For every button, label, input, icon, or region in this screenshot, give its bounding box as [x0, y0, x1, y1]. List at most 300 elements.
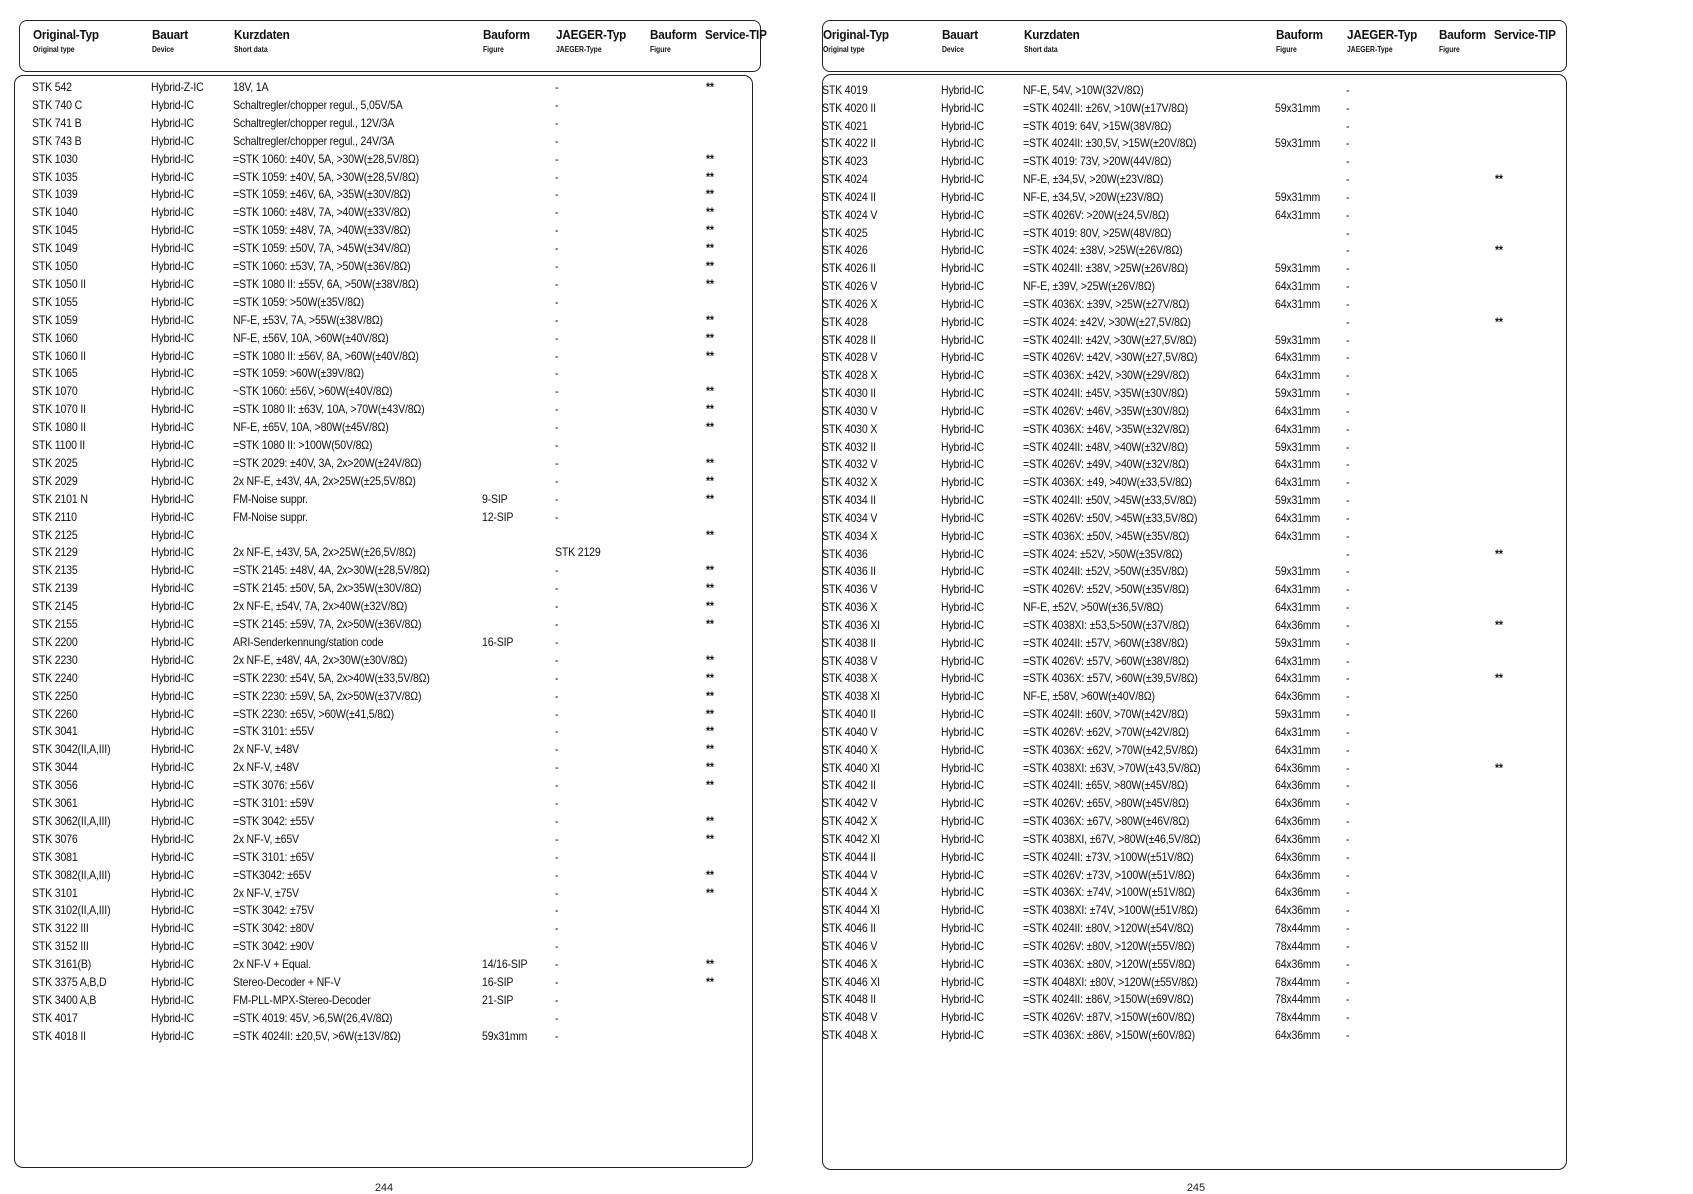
- cell-device: Hybrid-IC: [151, 706, 195, 721]
- cell-figure: 78x44mm: [1275, 938, 1321, 953]
- cell-jaeger-type: -: [1346, 938, 1350, 953]
- cell-short-data: =STK 4024II: ±30,5V, >15W(±20V/8Ω): [1023, 136, 1197, 151]
- page-245: [818, 0, 1628, 1194]
- cell-short-data: =STK 1060: ±53V, 7A, >50W(±36V/8Ω): [233, 259, 411, 273]
- cell-original-type: STK 4046 XI: [822, 974, 880, 989]
- table-row: [818, 313, 1628, 332]
- table-row: [818, 990, 1628, 1009]
- cell-short-data: =STK 1080 II: ±56V, 8A, >60W(±40V/8Ω): [233, 348, 419, 363]
- cell-original-type: STK 4042 XI: [822, 831, 880, 846]
- cell-short-data: Stereo-Decoder + NF-V: [233, 975, 341, 989]
- table-row: [818, 794, 1628, 813]
- header-sublabel: Original type: [33, 45, 75, 54]
- cell-jaeger-type: -: [1346, 439, 1350, 454]
- cell-jaeger-type: -: [555, 438, 559, 452]
- cell-original-type: STK 743 B: [32, 133, 82, 148]
- table-row: [14, 311, 824, 330]
- cell-device: Hybrid-IC: [941, 600, 985, 615]
- table-row: [818, 455, 1628, 474]
- cell-jaeger-type: -: [555, 205, 559, 220]
- cell-original-type: STK 1039: [32, 187, 78, 202]
- header-device: [152, 27, 192, 54]
- cell-device: Hybrid-IC: [151, 921, 195, 936]
- header-figure: [1276, 27, 1328, 54]
- table-row: [14, 239, 824, 258]
- cell-service-tip: **: [706, 420, 714, 435]
- cell-service-tip: **: [1495, 617, 1503, 632]
- cell-jaeger-type: -: [1346, 296, 1350, 311]
- cell-short-data: =STK 4036X: ±74V, >100W(±51V/8Ω): [1023, 885, 1195, 900]
- cell-original-type: STK 3101: [32, 885, 78, 900]
- cell-device: Hybrid-IC: [151, 992, 195, 1007]
- cell-device: Hybrid-IC: [941, 831, 985, 846]
- cell-service-tip: **: [1495, 314, 1503, 329]
- cell-short-data: =STK 4036X: ±39V, >25W(±27V/8Ω): [1023, 296, 1190, 311]
- cell-device: Hybrid-IC: [941, 350, 985, 365]
- cell-original-type: STK 4036 V: [822, 582, 878, 597]
- cell-service-tip: **: [706, 491, 714, 506]
- cell-device: Hybrid-IC: [151, 366, 195, 381]
- cell-original-type: STK 4026 V: [822, 279, 878, 294]
- cell-original-type: STK 2125: [32, 527, 78, 542]
- cell-jaeger-type: -: [1346, 921, 1350, 935]
- cell-service-tip: **: [706, 384, 714, 399]
- table-row: [14, 1009, 824, 1028]
- cell-jaeger-type: -: [555, 885, 559, 900]
- cell-device: Hybrid-IC: [151, 599, 195, 614]
- cell-jaeger-type: -: [555, 330, 559, 345]
- cell-original-type: STK 4034 X: [822, 528, 878, 543]
- cell-device: Hybrid-IC: [151, 455, 195, 470]
- cell-short-data: =STK 2230: ±54V, 5A, 2x>40W(±33,5V/8Ω): [233, 670, 430, 685]
- cell-jaeger-type: -: [1346, 778, 1350, 793]
- cell-original-type: STK 4028 X: [822, 368, 878, 383]
- cell-service-tip: **: [706, 813, 714, 828]
- cell-device: Hybrid-IC: [941, 742, 985, 757]
- cell-service-tip: **: [706, 706, 714, 721]
- header-label: Kurzdaten: [234, 27, 290, 42]
- cell-short-data: =STK 1080 II: >100W(50V/8Ω): [233, 438, 373, 452]
- cell-device: Hybrid-IC: [151, 420, 195, 435]
- cell-device: Hybrid-IC: [151, 670, 195, 685]
- cell-figure: 64x36mm: [1275, 867, 1321, 882]
- cell-original-type: STK 4040 X: [822, 742, 878, 757]
- cell-original-type: STK 1070: [32, 384, 78, 399]
- cell-service-tip: **: [706, 742, 714, 757]
- table-row: [14, 901, 824, 920]
- cell-jaeger-type: -: [555, 348, 559, 363]
- cell-jaeger-type: -: [1346, 261, 1350, 276]
- cell-short-data: NF-E, ±34,5V, >20W(±23V/8Ω): [1023, 189, 1164, 204]
- table-row: [818, 883, 1628, 902]
- cell-jaeger-type: -: [1346, 724, 1350, 739]
- cell-jaeger-type: -: [555, 312, 559, 327]
- cell-jaeger-type: -: [555, 384, 559, 399]
- cell-original-type: STK 2200: [32, 634, 78, 649]
- table-row: [14, 132, 824, 151]
- cell-device: Hybrid-IC: [151, 384, 195, 399]
- cell-figure: 59x31mm: [1275, 707, 1321, 722]
- cell-service-tip: **: [706, 724, 714, 739]
- cell-short-data: =STK 1059: >50W(±35V/8Ω): [233, 294, 364, 309]
- cell-device: Hybrid-IC: [151, 187, 195, 202]
- header-original-type: [823, 27, 896, 54]
- cell-original-type: STK 4030 X: [822, 421, 878, 436]
- cell-device: Hybrid-IC: [941, 546, 985, 561]
- cell-short-data: =STK 4019: 80V, >25W(48V/8Ω): [1023, 225, 1172, 240]
- cell-device: Hybrid-IC: [941, 457, 985, 472]
- cell-short-data: =STK 4024II: ±60V, >70W(±42V/8Ω): [1023, 707, 1188, 722]
- cell-service-tip: **: [706, 223, 714, 238]
- cell-short-data: NF-E, ±58V, >60W(±40V/8Ω): [1023, 689, 1155, 704]
- table-header: [19, 20, 767, 72]
- cell-original-type: STK 3375 A,B,D: [32, 975, 107, 989]
- cell-device: Hybrid-IC: [941, 207, 985, 222]
- cell-short-data: =STK 4024II: ±50V, >45W(±33,5V/8Ω): [1023, 493, 1197, 508]
- table-row: [818, 117, 1628, 136]
- cell-short-data: =STK 2145: ±48V, 4A, 2x>30W(±28,5V/8Ω): [233, 563, 430, 578]
- cell-short-data: =STK 4036X: ±57V, >60W(±39,5V/8Ω): [1023, 671, 1198, 686]
- cell-jaeger-type: -: [555, 491, 559, 506]
- cell-original-type: STK 1060: [32, 330, 78, 345]
- cell-service-tip: **: [706, 187, 714, 202]
- header-label: Bauform: [483, 27, 530, 42]
- cell-original-type: STK 4038 V: [822, 653, 878, 668]
- cell-short-data: 2x NF-E, ±48V, 4A, 2x>30W(±30V/8Ω): [233, 652, 408, 667]
- cell-original-type: STK 4017: [32, 1010, 78, 1025]
- header-sublabel: Figure: [650, 45, 671, 54]
- cell-device: Hybrid-IC: [941, 421, 985, 436]
- cell-figure: 16-SIP: [482, 975, 514, 989]
- cell-device: Hybrid-IC: [151, 348, 195, 363]
- cell-device: Hybrid-IC: [151, 778, 195, 793]
- cell-short-data: 2x NF-E, ±43V, 4A, 2x>25W(±25,5V/8Ω): [233, 473, 416, 488]
- header-short-data: [234, 27, 296, 54]
- cell-original-type: STK 2240: [32, 670, 78, 685]
- cell-short-data: =STK 4024II: ±45V, >35W(±30V/8Ω): [1023, 386, 1188, 401]
- cell-original-type: STK 1049: [32, 241, 78, 256]
- cell-short-data: NF-E, ±52V, >50W(±36,5V/8Ω): [1023, 600, 1164, 615]
- cell-jaeger-type: -: [555, 921, 559, 936]
- cell-short-data: =STK 1059: ±40V, 5A, >30W(±28,5V/8Ω): [233, 169, 419, 184]
- table-row: [818, 973, 1628, 992]
- table-row: [818, 830, 1628, 849]
- cell-original-type: STK 4032 V: [822, 457, 878, 472]
- table-row: [14, 579, 824, 598]
- header-sublabel: Device: [152, 45, 174, 54]
- cell-figure: 64x36mm: [1275, 778, 1321, 793]
- table-row: [14, 669, 824, 688]
- table-row: [818, 420, 1628, 439]
- table-row: [14, 472, 824, 491]
- cell-original-type: STK 4025: [822, 225, 868, 240]
- cell-short-data: NF-E, ±39V, >25W(±26V/8Ω): [1023, 279, 1155, 294]
- cell-short-data: 18V, 1A: [233, 80, 269, 94]
- cell-original-type: STK 4034 II: [822, 493, 876, 508]
- cell-short-data: NF-E, ±34,5V, >20W(±23V/8Ω): [1023, 172, 1164, 187]
- table-row: [818, 919, 1628, 938]
- cell-short-data: =STK 1080 II: ±55V, 6A, >50W(±38V/8Ω): [233, 276, 419, 291]
- table-row: [818, 741, 1628, 760]
- cell-jaeger-type: -: [555, 366, 559, 381]
- cell-device: Hybrid-IC: [941, 172, 985, 187]
- cell-original-type: STK 4040 V: [822, 724, 878, 739]
- cell-device: Hybrid-IC: [151, 241, 195, 256]
- table-row: [14, 705, 824, 724]
- cell-jaeger-type: -: [555, 724, 559, 739]
- cell-figure: 64x31mm: [1275, 475, 1321, 490]
- table-row: [818, 812, 1628, 831]
- cell-device: Hybrid-IC: [151, 831, 195, 846]
- header-label: Original-Typ: [823, 27, 889, 42]
- cell-short-data: ~STK 1060: ±56V, >60W(±40V/8Ω): [233, 384, 393, 399]
- cell-device: Hybrid-IC: [151, 724, 195, 739]
- cell-jaeger-type: -: [555, 509, 559, 524]
- cell-short-data: =STK 4026V: ±57V, >60W(±38V/8Ω): [1023, 653, 1189, 668]
- cell-device: Hybrid-IC: [151, 169, 195, 184]
- cell-short-data: =STK 4024II: ±86V, >150W(±69V/8Ω): [1023, 992, 1194, 1007]
- cell-original-type: STK 2155: [32, 617, 78, 631]
- cell-original-type: STK 1030: [32, 151, 78, 166]
- cell-service-tip: **: [706, 80, 714, 94]
- cell-service-tip: **: [706, 617, 714, 631]
- cell-original-type: STK 4030 V: [822, 403, 878, 418]
- cell-jaeger-type: -: [555, 688, 559, 703]
- cell-device: Hybrid-IC: [941, 403, 985, 418]
- cell-original-type: STK 1070 II: [32, 402, 86, 417]
- cell-original-type: STK 4036 X: [822, 600, 878, 615]
- cell-short-data: FM-Noise suppr.: [233, 509, 308, 524]
- cell-jaeger-type: -: [1346, 742, 1350, 757]
- cell-service-tip: **: [1495, 760, 1503, 775]
- table-row: [14, 454, 824, 473]
- cell-device: Hybrid-IC: [151, 634, 195, 649]
- cell-device: Hybrid-IC: [941, 903, 985, 918]
- cell-service-tip: **: [706, 330, 714, 345]
- cell-service-tip: **: [706, 885, 714, 900]
- cell-device: Hybrid-IC: [941, 956, 985, 971]
- cell-jaeger-type: -: [1346, 510, 1350, 525]
- cell-original-type: STK 2135: [32, 563, 78, 578]
- cell-service-tip: **: [706, 455, 714, 470]
- table-row: [818, 134, 1628, 153]
- table-row: [14, 185, 824, 204]
- header-label: Bauform: [1276, 27, 1323, 42]
- table-row: [14, 794, 824, 813]
- cell-service-tip: **: [706, 957, 714, 972]
- cell-device: Hybrid-IC: [941, 938, 985, 953]
- cell-short-data: =STK 1059: ±50V, 7A, >45W(±34V/8Ω): [233, 241, 411, 256]
- cell-device: Hybrid-IC: [941, 724, 985, 739]
- table-row: [818, 152, 1628, 171]
- cell-device: Hybrid-IC: [151, 975, 195, 989]
- cell-device: Hybrid-IC: [151, 330, 195, 345]
- cell-original-type: STK 4040 II: [822, 707, 876, 722]
- cell-short-data: =STK 4024II: ±80V, >120W(±54V/8Ω): [1023, 921, 1194, 935]
- header-label: Bauart: [152, 27, 188, 42]
- cell-short-data: =STK 4036X: ±42V, >30W(±29V/8Ω): [1023, 368, 1190, 383]
- table-row: [818, 384, 1628, 403]
- cell-jaeger-type: -: [555, 259, 559, 273]
- cell-short-data: =STK 1059: ±46V, 6A, >35W(±30V/8Ω): [233, 187, 411, 202]
- header-service-tip: [705, 27, 774, 45]
- cell-jaeger-type: -: [555, 634, 559, 649]
- cell-device: Hybrid-IC: [941, 243, 985, 258]
- cell-jaeger-type: -: [555, 151, 559, 166]
- table-row: [818, 955, 1628, 974]
- cell-jaeger-type: -: [555, 599, 559, 614]
- table-row: [14, 740, 824, 759]
- cell-device: Hybrid-IC: [151, 259, 195, 273]
- cell-device: Hybrid-IC: [151, 1028, 195, 1043]
- cell-original-type: STK 4023: [822, 154, 868, 169]
- cell-service-tip: **: [706, 151, 714, 166]
- cell-figure: 59x31mm: [482, 1028, 528, 1043]
- cell-jaeger-type: -: [555, 402, 559, 417]
- cell-original-type: STK 4024 V: [822, 207, 878, 222]
- cell-jaeger-type: -: [555, 796, 559, 810]
- cell-original-type: STK 4038 XI: [822, 689, 880, 704]
- cell-device: Hybrid-IC: [941, 617, 985, 632]
- cell-original-type: STK 2029: [32, 473, 78, 488]
- cell-device: Hybrid-IC: [941, 974, 985, 989]
- cell-figure: 78x44mm: [1275, 974, 1321, 989]
- header-sublabel: Figure: [1439, 45, 1460, 54]
- cell-short-data: =STK 4024II: ±26V, >10W(±17V/8Ω): [1023, 100, 1188, 115]
- cell-jaeger-type: -: [1346, 671, 1350, 686]
- cell-jaeger-type: -: [1346, 974, 1350, 989]
- cell-device: Hybrid-IC: [941, 368, 985, 383]
- cell-short-data: Schaltregler/chopper regul., 5,05V/5A: [233, 97, 403, 112]
- cell-figure: 64x31mm: [1275, 653, 1321, 668]
- cell-short-data: =STK 4026V: ±80V, >120W(±55V/8Ω): [1023, 938, 1195, 953]
- cell-jaeger-type: -: [1346, 243, 1350, 258]
- cell-short-data: =STK 4038XI: ±53,5>50W(±37V/8Ω): [1023, 617, 1190, 632]
- cell-original-type: STK 4048 X: [822, 1027, 878, 1042]
- cell-service-tip: **: [706, 581, 714, 596]
- cell-short-data: FM-Noise suppr.: [233, 491, 308, 506]
- cell-device: Hybrid-IC: [941, 635, 985, 650]
- cell-jaeger-type: -: [1346, 582, 1350, 597]
- cell-original-type: STK 2250: [32, 688, 78, 703]
- cell-short-data: =STK 4019: 45V, >6,5W(26,4V/8Ω): [233, 1010, 393, 1025]
- table-row: [14, 347, 824, 366]
- table-row: [14, 812, 824, 831]
- table-row: [14, 96, 824, 115]
- cell-short-data: =STK 4024II: ±20,5V, >6W(±13V/8Ω): [233, 1028, 401, 1043]
- table-row: [14, 848, 824, 867]
- cell-short-data: =STK 4026V: ±52V, >50W(±35V/8Ω): [1023, 582, 1189, 597]
- cell-figure: 64x31mm: [1275, 528, 1321, 543]
- header-sublabel: JAEGER-Type: [1347, 45, 1393, 54]
- cell-short-data: =STK 2145: ±50V, 5A, 2x>35W(±30V/8Ω): [233, 581, 422, 596]
- cell-jaeger-type: -: [555, 80, 559, 94]
- cell-original-type: STK 2139: [32, 581, 78, 596]
- cell-figure: 64x36mm: [1275, 849, 1321, 864]
- header-sublabel: Figure: [483, 45, 504, 54]
- cell-jaeger-type: -: [555, 975, 559, 989]
- cell-jaeger-type: -: [1346, 1010, 1350, 1025]
- cell-jaeger-type: -: [1346, 635, 1350, 650]
- cell-figure: 64x31mm: [1275, 296, 1321, 311]
- cell-original-type: STK 1060 II: [32, 348, 86, 363]
- cell-jaeger-type: -: [1346, 903, 1350, 918]
- table-row: [818, 634, 1628, 653]
- cell-figure: 64x31mm: [1275, 207, 1321, 222]
- cell-jaeger-type: -: [1346, 172, 1350, 187]
- cell-device: Hybrid-IC: [151, 1010, 195, 1025]
- cell-original-type: STK 4019: [822, 83, 868, 97]
- table-row: [14, 919, 824, 938]
- cell-device: Hybrid-IC: [151, 742, 195, 757]
- cell-device: Hybrid-IC: [151, 885, 195, 900]
- table-row: [14, 364, 824, 383]
- cell-jaeger-type: -: [1346, 1027, 1350, 1042]
- cell-device: Hybrid-IC: [941, 885, 985, 900]
- cell-original-type: STK 4028 II: [822, 332, 876, 347]
- table-row: [818, 366, 1628, 385]
- cell-jaeger-type: -: [1346, 528, 1350, 543]
- cell-device: Hybrid-IC: [941, 136, 985, 151]
- table-row: [818, 491, 1628, 510]
- cell-original-type: STK 4044 II: [822, 849, 876, 864]
- cell-device: Hybrid-IC: [151, 957, 195, 972]
- cell-original-type: STK 4038 II: [822, 635, 876, 650]
- cell-device: Hybrid-IC: [151, 151, 195, 166]
- cell-jaeger-type: -: [555, 742, 559, 757]
- table-row: [818, 259, 1628, 278]
- cell-figure: 78x44mm: [1275, 992, 1321, 1007]
- cell-short-data: =STK 3042: ±75V: [233, 903, 314, 918]
- header-figure: [483, 27, 535, 54]
- cell-short-data: =STK 4036X: ±49, >40W(±33,5V/8Ω): [1023, 475, 1192, 490]
- cell-device: Hybrid-IC: [941, 689, 985, 704]
- cell-short-data: =STK 4026V: ±49V, >40W(±32V/8Ω): [1023, 457, 1189, 472]
- cell-service-tip: **: [706, 241, 714, 256]
- cell-short-data: =STK 4026V: ±87V, >150W(±60V/8Ω): [1023, 1010, 1195, 1025]
- cell-original-type: STK 4036 XI: [822, 617, 880, 632]
- cell-original-type: STK 4038 X: [822, 671, 878, 686]
- cell-service-tip: **: [1495, 546, 1503, 561]
- table-row: [818, 848, 1628, 867]
- cell-figure: 64x36mm: [1275, 617, 1321, 632]
- table-row: [818, 705, 1628, 724]
- header-label: Kurzdaten: [1024, 27, 1080, 42]
- table-row: [818, 331, 1628, 350]
- header-service-tip: [1494, 27, 1563, 45]
- table-row: [818, 81, 1628, 100]
- cell-figure: 59x31mm: [1275, 261, 1321, 276]
- cell-original-type: STK 4026 II: [822, 261, 876, 276]
- cell-original-type: STK 740 C: [32, 97, 83, 112]
- cell-original-type: STK 4018 II: [32, 1028, 86, 1043]
- table-row: [14, 866, 824, 885]
- cell-jaeger-type: -: [1346, 207, 1350, 222]
- cell-short-data: =STK 3042: ±90V: [233, 939, 314, 954]
- cell-jaeger-type: -: [1346, 225, 1350, 240]
- table-row: [818, 545, 1628, 564]
- table-row: [14, 508, 824, 527]
- cell-jaeger-type: -: [555, 760, 559, 775]
- cell-short-data: =STK 1060: ±40V, 5A, >30W(±28,5V/8Ω): [233, 151, 419, 166]
- table-row: [818, 438, 1628, 457]
- cell-original-type: STK 4034 V: [822, 510, 878, 525]
- cell-short-data: =STK 2230: ±65V, >60W(±41,5/8Ω): [233, 706, 394, 721]
- cell-jaeger-type: -: [1346, 279, 1350, 294]
- table-row: [818, 1008, 1628, 1027]
- table-row: [818, 170, 1628, 189]
- cell-short-data: =STK 4038XI: ±74V, >100W(±51V/8Ω): [1023, 903, 1198, 918]
